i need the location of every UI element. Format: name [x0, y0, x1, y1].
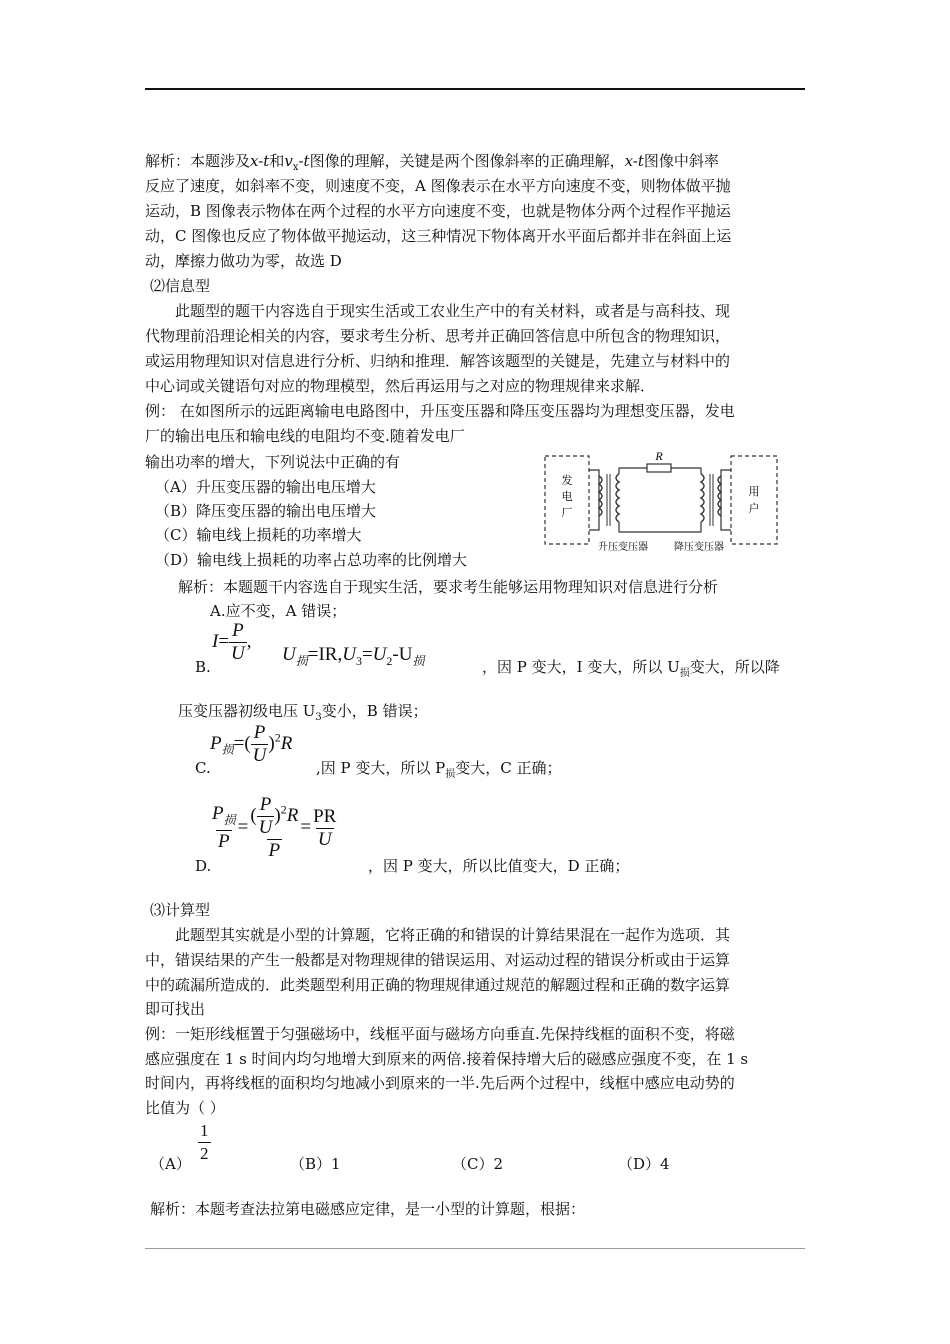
math-symbol: ( [244, 732, 251, 754]
step-down-secondary-wire [721, 470, 731, 530]
step-down-label: 降压变压器 [674, 542, 724, 552]
fraction [311, 806, 338, 851]
option-d: （D）4 [618, 1155, 670, 1173]
math-symbol: , [337, 644, 343, 665]
math-symbol: I [212, 630, 219, 652]
numerator: 1 [200, 1121, 209, 1140]
option-b: （B）降压变压器的输出电压增大 [155, 502, 377, 520]
text: 解析：本题涉及 [145, 152, 251, 170]
header-rule [145, 88, 805, 90]
denominator: 2 [200, 1144, 209, 1163]
numerator: P [232, 620, 244, 641]
resistor [647, 464, 671, 472]
paragraph-line: 中心词或关键语句对应的物理模型，然后再运用与之对应的物理规律来求解． [145, 377, 656, 395]
math-symbol: R [286, 804, 299, 826]
transmission-circuit-figure [543, 450, 781, 552]
example-line: 感应强度在 1 s 时间内均匀地增大到原来的两倍.接着保持增大后的磁感应强度不变，在 1 s [145, 1050, 749, 1068]
formula-b2 [282, 644, 424, 669]
math-symbol: U [372, 644, 387, 665]
analysis-line: 动，摩擦力做功为零，故选 D [145, 252, 342, 270]
line-top-right [671, 468, 701, 474]
text: 压变压器初级电压 U [178, 702, 316, 720]
superscript: 2 [280, 802, 287, 817]
option-d: （D）输电线上损耗的功率占总功率的比例增大 [155, 551, 468, 569]
solution-b-text [482, 656, 780, 685]
solution-d-text: ，因 P 变大，所以比值变大，D 正确； [368, 857, 630, 875]
math-symbol: ( [250, 804, 257, 826]
math-symbol: R [280, 732, 293, 754]
denominator: U [252, 745, 267, 766]
math-symbol: ) [274, 804, 281, 826]
denominator: U [258, 817, 273, 838]
text: x-t [250, 152, 270, 170]
option-a: （A） [150, 1155, 191, 1173]
text: ,因 P 变大，所以 P [316, 759, 446, 777]
text: v [284, 152, 293, 170]
math-symbol: U [282, 644, 296, 665]
fraction [210, 803, 238, 854]
denominator: P [268, 840, 281, 861]
math-symbol: = [300, 816, 312, 838]
math-symbol: , [246, 630, 252, 652]
numerator: P [259, 794, 272, 815]
subscript: 损 [679, 668, 690, 679]
text: -t [298, 152, 310, 170]
text: 图像中斜率 [643, 152, 719, 170]
numerator [210, 803, 238, 831]
step-up-secondary-coil [616, 474, 619, 522]
math-symbol: U [342, 644, 356, 665]
subscript: 2 [386, 653, 393, 668]
formula-c [210, 722, 292, 767]
step-down-primary-coil [701, 474, 704, 522]
generator-label-2: 电 [561, 490, 573, 503]
text: 变大，所以降 [689, 658, 780, 676]
paragraph-line: 即可找出 [145, 1000, 206, 1018]
text: 图像的理解，关键是两个图像斜率的正确理解， [309, 152, 625, 170]
numerator: PR [313, 805, 337, 827]
paragraph-line: 或运用物理知识对信息进行分析、归纳和推理．解答该题型的关键是，先建立与材料中的 [145, 352, 731, 370]
section-heading: ⑵信息型 [150, 277, 211, 295]
math-symbol: ) [268, 732, 275, 754]
generator-label-1: 发 [561, 474, 573, 487]
text: 和 [269, 152, 285, 170]
option-c: （C）输电线上损耗的功率增大 [155, 526, 362, 544]
option-b: （B）1 [290, 1155, 341, 1173]
example-line: 厂的输出电压和输电线的电阻均不变.随着发电厂 [145, 427, 465, 445]
option-a-fraction [198, 1120, 211, 1165]
paragraph-line: 中，错误结果的产生一般都是对物理规律的错误运用、对运动过程的错误分析或由于运算 [145, 951, 731, 969]
solution-c-text [316, 757, 562, 786]
user-label-2: 户 [748, 502, 760, 515]
subscript: 3 [315, 712, 322, 723]
math-symbol: = [233, 732, 245, 754]
subscript: 3 [355, 653, 362, 668]
numerator [248, 794, 300, 839]
user-box [731, 456, 777, 544]
paragraph-line: 中的疏漏所造成的．此类题型利用正确的物理规律通过规范的解题过程和正确的数字运算 [145, 976, 731, 994]
solution-a: A.应不变，A 错误； [210, 602, 347, 620]
numerator: P [253, 722, 266, 743]
math-symbol: IR [318, 644, 338, 665]
math-symbol: = [218, 630, 230, 652]
fraction [198, 1120, 211, 1165]
text: 变大，C 正确； [455, 759, 562, 777]
section-heading: ⑶计算型 [150, 901, 211, 919]
denominator: U [317, 828, 332, 850]
solution-b-label: B. [195, 658, 211, 676]
text: ，因 P 变大，I 变大，所以 U [482, 658, 680, 676]
denominator: P [218, 831, 230, 853]
example-line: 时间内，再将线框的面积均匀地减小到原来的一半.先后两个过程中，线框中感应电动势的 [145, 1074, 735, 1092]
solution-c-label: C. [195, 759, 211, 777]
fraction [251, 722, 269, 767]
paragraph-line: 此题型的题干内容选自于现实生活或工农业生产中的有关材料，或者是与高科技、现 [175, 302, 731, 320]
math-symbol: P [210, 732, 222, 754]
solution-intro: 解析：本题题干内容选自于现实生活，要求考生能够运用物理知识对信息进行分析 [178, 578, 719, 596]
subscript: 损 [445, 769, 456, 780]
resistor-label: R [655, 450, 663, 463]
subscript: 损 [221, 742, 234, 757]
step-up-label: 升压变压器 [598, 542, 648, 552]
math-symbol: = [237, 816, 249, 838]
example-line: 例：一矩形线框置于匀强磁场中，线框平面与磁场方向垂直.先保持线框的面积不变，将磁 [145, 1025, 735, 1043]
example-line: 输出功率的增大，下列说法中正确的有 [145, 453, 401, 471]
math-symbol: = [307, 644, 319, 665]
option-a: （A）升压变压器的输出电压增大 [155, 478, 376, 496]
text: x-t [624, 152, 644, 170]
fraction [229, 620, 247, 665]
denominator: U [231, 643, 245, 664]
analysis-line: 动，C 图像也反应了物体做平抛运动，这三种情况下物体离开水平面后都并非在斜面上运 [145, 227, 732, 245]
formula-b [212, 620, 252, 665]
paragraph-line: 此题型其实就是小型的计算题，它将正确的和错误的计算结果混在一起作为选项．其 [175, 926, 731, 944]
superscript: 2 [274, 730, 281, 745]
subscript: 损 [295, 653, 308, 668]
user-label-1: 用 [748, 485, 760, 498]
math-symbol: = [361, 644, 373, 665]
fraction [257, 794, 275, 839]
example-line: 例： 在如图所示的远距离输电电路图中，升压变压器和降压变压器均为理想变压器，发电 [145, 402, 735, 420]
paragraph-line: 代物理前沿理论相关的内容，要求考生分析、思考并正确回答信息中所包含的物理知识， [145, 327, 731, 345]
math-symbol: -U [392, 644, 413, 665]
math-symbol: P [212, 802, 224, 824]
fraction [248, 794, 300, 862]
subscript: 损 [223, 812, 236, 827]
footer-rule [145, 1248, 805, 1249]
line-top-left [619, 468, 647, 474]
step-up-primary-wire [589, 470, 599, 530]
generator-label-3: 厂 [561, 506, 573, 519]
analysis-line: 运动，B 图像表示物体在两个过程的水平方向速度不变，也就是物体分两个过程作平抛运 [145, 202, 731, 220]
example-line: 比值为（ ） [145, 1099, 225, 1117]
analysis-line: 反应了速度，如斜率不变，则速度不变，A 图像表示在水平方向速度不变，则物体做平抛 [145, 177, 731, 195]
analysis-line: 解析：本题考查法拉第电磁感应定律，是一小型的计算题，根据： [150, 1200, 586, 1218]
solution-d-label: D. [195, 857, 212, 875]
text: 变小，B 错误； [321, 702, 428, 720]
formula-d [210, 794, 338, 862]
option-c: （C）2 [452, 1155, 504, 1173]
text: x [292, 162, 299, 173]
subscript: 损 [412, 653, 425, 668]
line-bottom [619, 522, 701, 532]
